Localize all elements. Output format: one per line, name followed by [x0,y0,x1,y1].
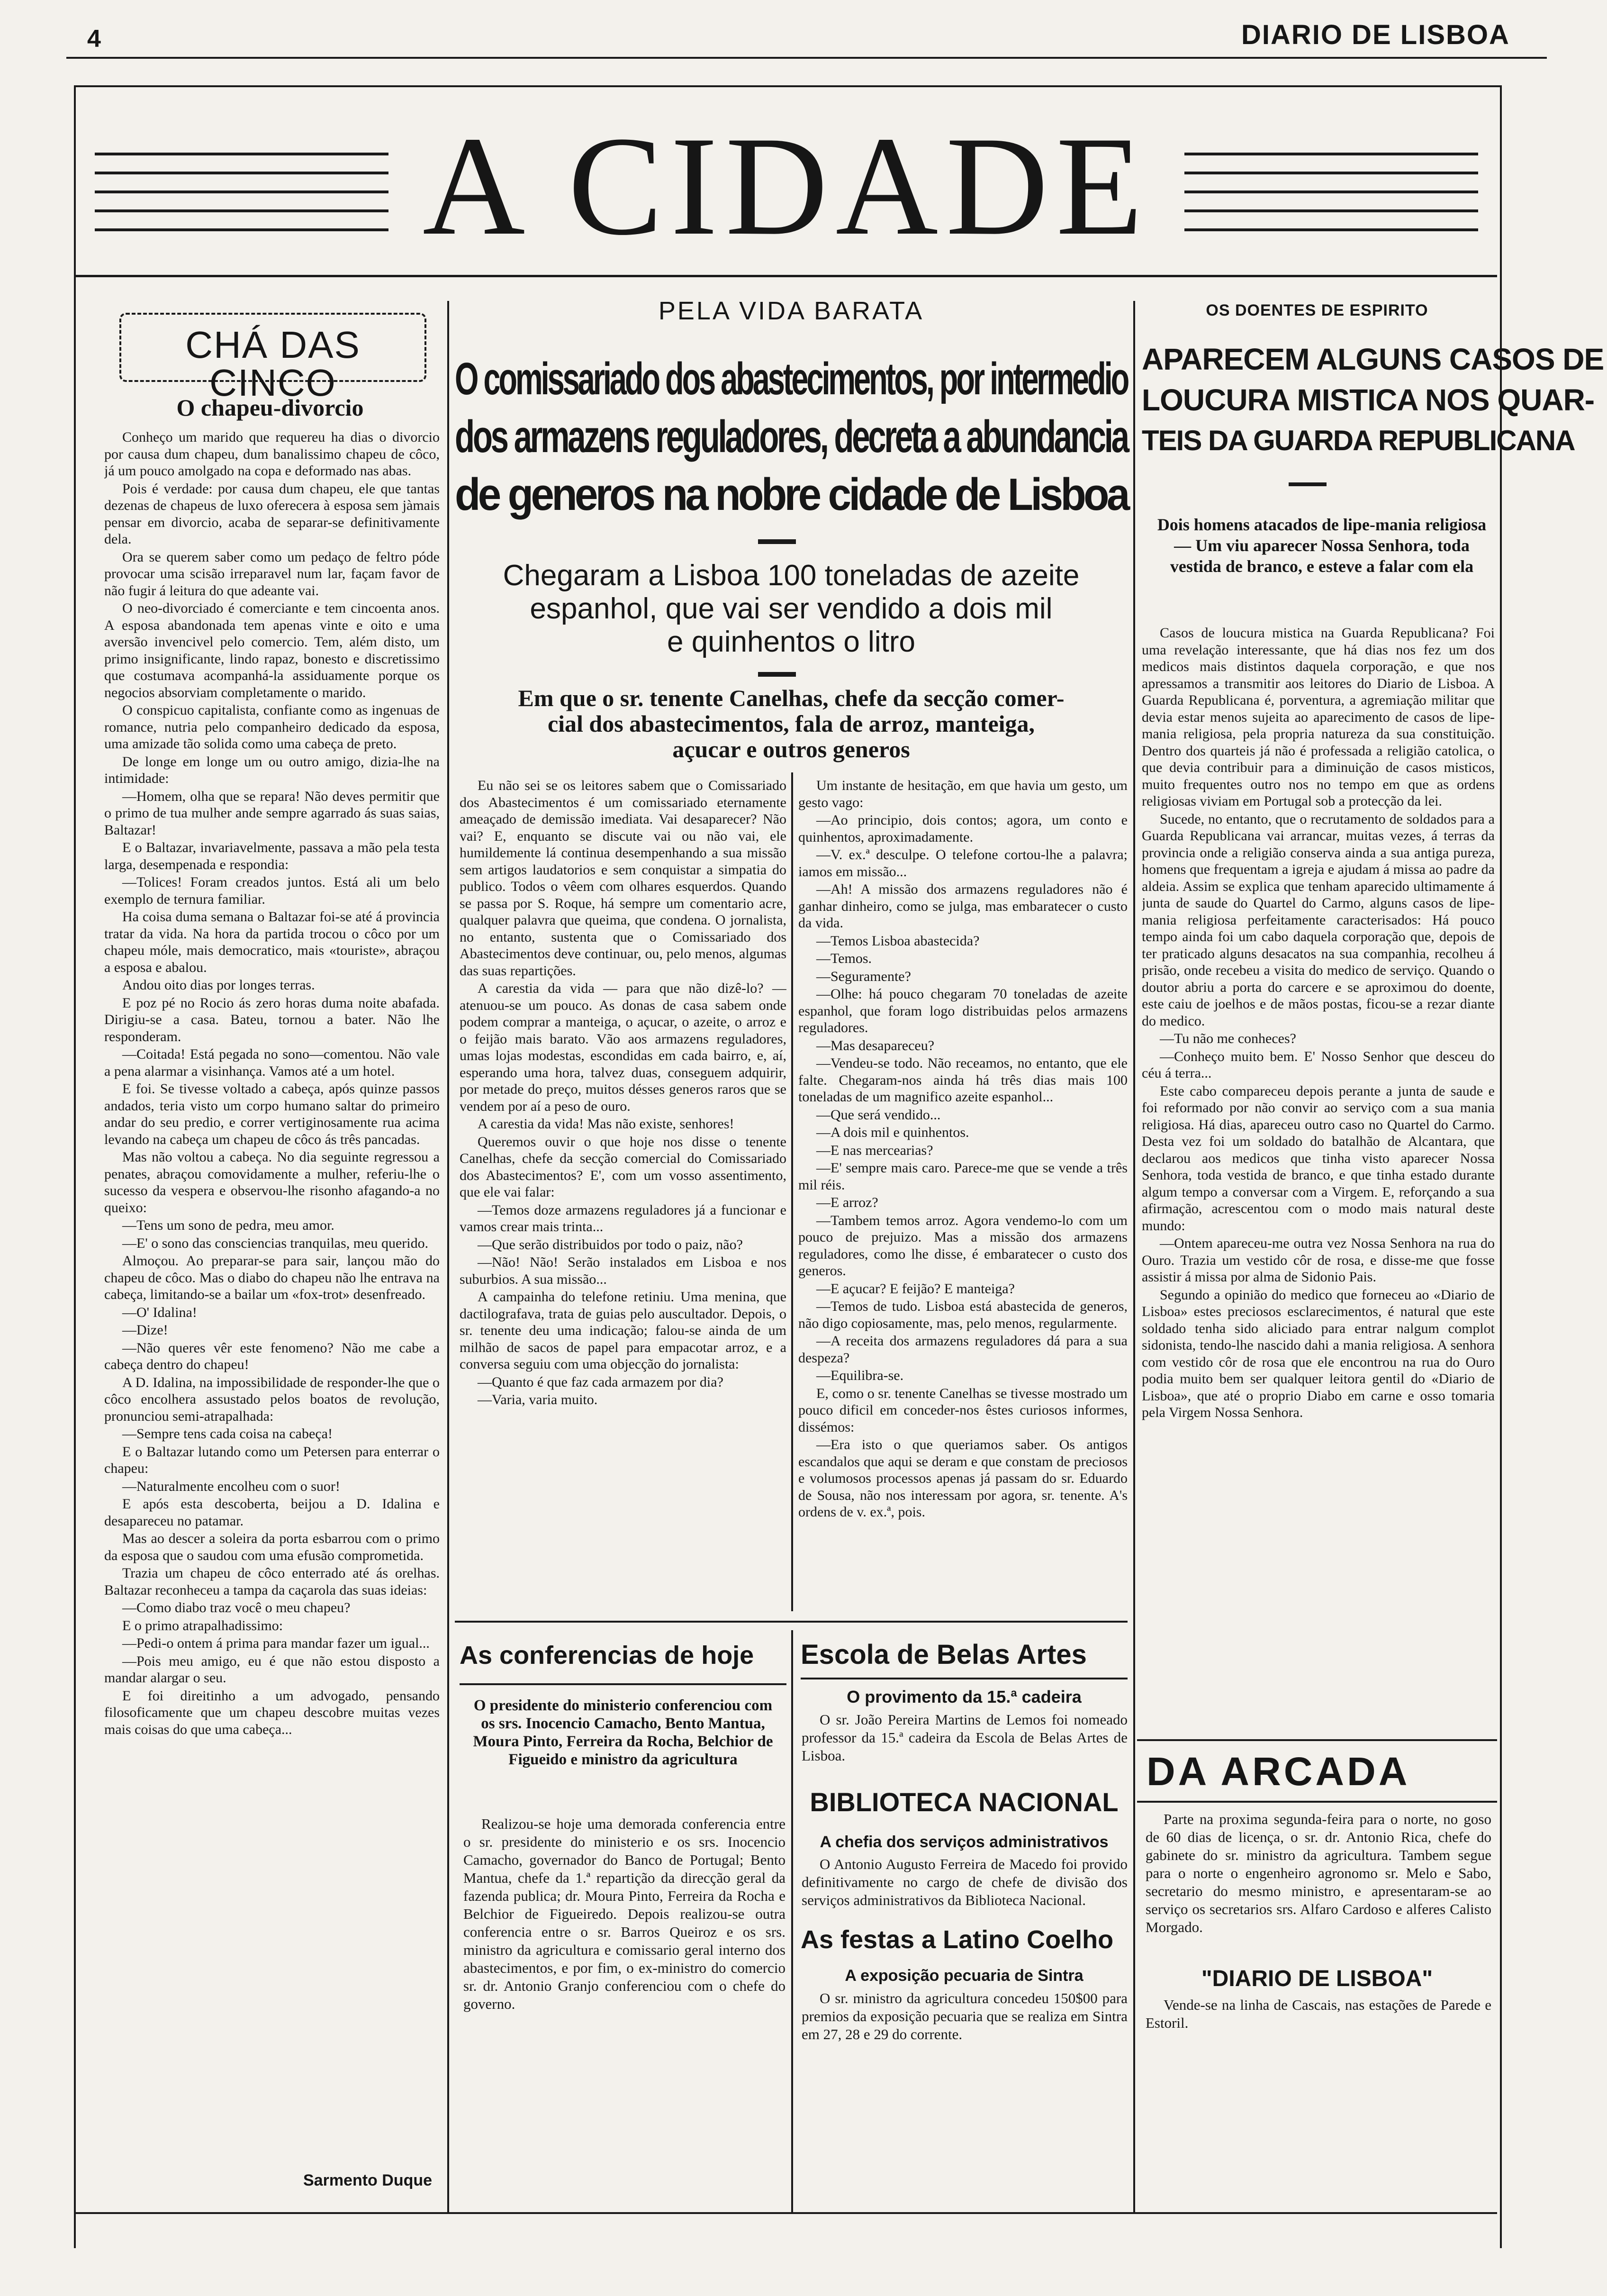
center-subhead-line: Chegaram a Lisboa 100 toneladas de azeite [503,559,1080,592]
col1-paragraph: Trazia um chapeu de côco enterrado até ás orelhas. Baltazar reconheceu a tampa da caçarola das suas ideias: [104,1565,440,1598]
festas-title: As festas a Latino Coelho [801,1925,1114,1954]
arcada-rule-bottom [1137,1801,1497,1803]
col4-paragraph: —Tu não me conheces? [1160,1031,1296,1046]
masthead-right-rules [1184,142,1478,242]
center-right-paragraph: E, como o sr. tenente Canelhas se tivesse mostrado um pouco dificil em conceder-nos êstes curiosos informes, dissémos: [798,1385,1128,1435]
festas-subhead: A exposição pecuaria de Sintra [845,1967,1083,1985]
conferencias-text: Realizou-se hoje uma demorada conferencia entre o sr. presidente do ministerio e os srs. Inocencio Camacho, governador do Banco de Portugal; Bento Mantua, chefe da 1.ª repartição da direcção geral da fazenda publica; dr. Moura Pinto, Ferreira da Rocha e Belchior de Figueiredo. Depois realizou-se outra conferencia entre o sr. Barros Queiroz e os srs. ministro da agricultura e comissario geral interno dos abastecimentos, e por fim, o ex-ministro do comercio sr. dr. Antonio Granjo conferenciou com o chefe do governo. [463,1815,785,2012]
center-subhead2-line: Em que o sr. tenente Canelhas, chefe da secção comer- [518,685,1065,711]
col1-paragraph: —Dize! [122,1322,168,1338]
column-rule-1 [447,301,449,2213]
bottom-rule [76,2212,1497,2214]
cha-das-cinco-kicker: CHÁ DAS CINCO [185,324,361,404]
belas-artes-text: O sr. João Pereira Martins de Lemos foi nomeado professor da 15.ª cadeira da Escola de Belas Artes de Lisboa. [802,1711,1128,1764]
col1-paragraph: E foi. Se tivesse voltado a cabeça, após quinze passos andados, teria visto um corpo humano saltar do primeiro andar do seu predio, e correr vertiginosamente rua acima levando na cabeça um chapeu de côco ás três pancadas. [104,1081,440,1147]
col4-paragraph: Sucede, no entanto, que o recrutamento de soldados para a Guarda Republicana vai arrancar, muitas vezes, á terras da provincia onde a religião conserva ainda a sua antiga pureza, homens que frequentam a igreja e ajudam á missa ao padre da aldeia. Assim se explica que tenham aparecido ultimamente á junta de saude do Quartel do Carmo, alguns casos de lipe-mania religiosa perfeitamente caracterisados: Há pouco tempo ainda foi um cabo daquela corporação que, depois de ter praticado alguns desacatos na sua companhia, recolheu á prisão, onde recebeu a visita do medico de serviço. Quando o doutor abriu a porta do carcere e se aproximou do doente, este caiu de joelhos e de mãos postas, ficou-se a rezar diante do medico. [1142,811,1495,1029]
col1-paragraph: E o Baltazar, invariavelmente, passava a mão pela testa larga, desempenada e respondia: [104,840,440,872]
col1-paragraph: —Naturalmente encolheu com o suor! [122,1478,340,1494]
center-left-paragraph: —Quanto é que faz cada armazem por dia? [478,1374,723,1390]
col4-paragraph: Este cabo compareceu depois perante a junta de saude e foi reformado por não convir ao serviço com a sua mania religiosa. Há dias, apareceu outro caso no Quartel do Carmo. Desta vez foi um soldado do batalhão de Alcantara, que declarou aos medicos que tinha visto aparecer Nossa Senhora, toda vestida de branco, e que tinha estado durante algum tempo a conversar com a Virgem. E, reforçando a sua afirmação, acrescentou com o modo mais natural deste mundo: [1142,1083,1495,1234]
center-left-paragraph: —Que serão distribuidos por todo o paiz, não? [478,1236,743,1252]
center-right-paragraph: —Tambem temos arroz. Agora vendemo-lo com um pouco de prejuizo. Mas a missão dos armazens reguladores, como lhe disse, é embaratecer o custo dos generos. [798,1212,1128,1279]
biblioteca-subhead: A chefia dos serviços administrativos [820,1833,1109,1851]
col1-paragraph: Conheço um marido que requereu ha dias o divorcio por causa dum chapeu, dum banalissimo chapeu de côco, já um pouco amolgado na copa e deformado nas abas. [104,429,440,479]
column-rule-3 [1133,301,1135,2213]
col4-article [1142,625,1495,1729]
col1-paragraph: E o primo atrapalhadissimo: [122,1617,283,1634]
center-right-paragraph: —A dois mil e quinhentos. [816,1125,969,1140]
col4-paragraph: —Ontem apareceu-me outra vez Nossa Senhora na rua do Ouro. Trazia um vestido côr de rosa, e disse-me que fosse assistir á missa por alma de Sidonio Pais. [1142,1235,1495,1285]
festas-text: O sr. ministro da agricultura concedeu 150$00 para premios da exposição pecuaria que se realiza em Sintra em 27, 28 e 29 do corrente. [802,1990,1128,2042]
center-headline-line: de generos na nobre cidade de Lisboa [455,469,1128,520]
center-left-paragraph: —Temos doze armazens reguladores já a funcionar e vamos crear mais trinta... [460,1202,786,1234]
belas-artes-rule [801,1678,1128,1679]
col1-paragraph: —Pois meu amigo, eu é que não estou disposto a mandar alargar o seu. [104,1653,440,1686]
col1-paragraph: Ha coisa duma semana o Baltazar foi-se até á provincia tratar da vida. Na hora da partida trocou o côco por um chapeu móle, mais democratico, mais «touriste», abraçou a esposa e abalou. [104,909,440,975]
col4-headline-line: LOUCURA MISTICA NOS QUAR- [1142,383,1595,417]
center-right-paragraph: —Seguramente? [816,968,911,984]
col1-paragraph: —Pedi-o ontem á prima para mandar fazer um igual... [122,1635,430,1651]
arcada-text: Parte na proxima segunda-feira para o norte, no goso de 60 dias de licença, o sr. dr. Antonio Rica, chefe do gabinete do sr. ministro da agricultura. Tambem segue para o norte o engenheiro agronomo sr. Melo e Sabo, secretario do mesmo ministro, e apresentaram-se ao serviço os secretarios srs. Alfaro Cardoso e alferes Calisto Morgado. [1146,1811,1491,1935]
center-right-article [798,777,1128,1611]
col1-paragraph: —E' o sono das consciencias tranquilas, meu querido. [122,1235,429,1251]
col1-paragraph: Andou oito dias por longes terras. [122,977,315,993]
col4-paragraph: Casos de loucura mistica na Guarda Republicana? Foi uma revelação interessante, que há dias nos fez um dos medicos mais distintos daquela corporação, e que nos apressamos a transmitir aos leitores do Diario de Lisboa. A Guarda Republicana é, porventura, a agremiação militar que devia estar menos sujeita ao aparecimento de casos de lipe-mania religiosa, pela propria natureza da sua constituição. Dentro dos quarteis já não é professada a religião catolica, o que devia contribuir para a diminuição de casos misticos, muito frequentes outro nos no tempo em que as ordens religiosas viviam em Portugal sob a protecção da lei. [1142,625,1495,809]
header-rule [66,57,1547,59]
center-left-paragraph: Queremos ouvir o que hoje nos disse o tenente Canelhas, chefe da secção comercial do Comissariado dos Abastecimentos? E', com um vosso assentimento, que ele vai falar: [460,1134,786,1200]
col4-headline-line: TEIS DA GUARDA REPUBLICANA [1142,425,1575,456]
dl-box-title: "DIARIO DE LISBOA" [1201,1966,1433,1991]
center-left-paragraph: A carestia da vida — para que não dizê-lo? — atenuou-se um pouco. As donas de casa sabem onde podem comprar a manteiga, o açucar, o azeite, o arroz e o feijão mais barato. Vão aos armazens reguladores, umas lojas modestas, escondidas em cada bairro, e, aí, esperando uma hora, talvez duas, conseguem adquirir, por metade do preço, muitos désses generos raros que se vendem por aí a peso de ouro. [460,980,786,1114]
center-right-paragraph: —Ah! A missão dos armazens reguladores não é ganhar dinheiro, como se julga, mas embaratecer o custo da vida. [798,881,1128,931]
center-right-paragraph: —E nas mercearias? [816,1142,933,1158]
col1-paragraph: —Coitada! Está pegada no sono—comentou. Não vale a pena alarmar a visinhança. Vamos até a um hotel. [104,1046,440,1079]
col1-paragraph: —O' Idalina! [122,1304,197,1320]
belas-artes-title: Escola de Belas Artes [801,1639,1087,1670]
center-left-paragraph: A carestia da vida! Mas não existe, senhores! [478,1116,734,1132]
col1-paragraph: Ora se querem saber como um pedaço de feltro póde provocar uma scisão irreparavel num lar, façam favor de não fugir á leitura do que adeante vai. [104,549,440,599]
masthead-left-rules [95,142,388,242]
column-rule-2b [791,1630,793,2213]
center-right-paragraph: —E açucar? E feijão? E manteiga? [816,1280,1015,1297]
col4-headline-line: APARECEM ALGUNS CASOS DE [1142,342,1604,376]
biblioteca-text: O Antonio Augusto Ferreira de Macedo foi provido definitivamente no cargo de chefe de divisão dos serviços administrativos da Biblioteca Nacional. [802,1856,1128,1908]
col1-paragraph: Pois é verdade: por causa dum chapeu, ele que tantas dezenas de chapeus de luxo oferecera à esposa sem jàmais pensar em divorcio, acaba de separar-se definitivamente dela. [104,481,440,547]
col4-paragraph: —Conheço muito bem. E' Nosso Senhor que desceu do céu á terra... [1142,1048,1495,1081]
dl-box-text: Vende-se na linha de Cascais, nas estações de Parede e Estoril. [1146,1997,1491,2031]
col1-paragraph: E após esta descoberta, beijou a D. Idalina e desapareceu no patamar. [104,1496,440,1529]
col1-paragraph: E foi direitinho a um advogado, pensando filosoficamente que um chapeu descobre muitas vezes mais coisas do que uma cabeça... [104,1688,440,1737]
center-subhead-line: e quinhentos o litro [667,626,915,658]
col4-kicker: OS DOENTES DE ESPIRITO [1206,301,1428,319]
col1-paragraph: E o Baltazar lutando como um Petersen para enterrar o chapeu: [104,1443,440,1476]
center-right-paragraph: —Que será vendido... [816,1107,941,1123]
arcada-rule-top [1137,1739,1497,1741]
center-bottom-rule [455,1621,1128,1623]
masthead-rule [76,275,1497,277]
center-right-paragraph: —Temos. [816,951,872,966]
col1-paragraph: —Não queres vêr este fenomeno? Não me cabe a cabeça dentro do chapeu! [104,1340,440,1372]
center-left-paragraph: Eu não sei se os leitores sabem que o Comissariado dos Abastecimentos é um comissariado eternamente ameaçado de demissão imediata. Vai desaparecer? Não vai? E, enquanto se discute vai ou não vai, ele humildemente lá continua desempenhando a sua missão sem artigos laudatorios e sem conquistar a simpatia do publico. Todos o vêem com olhares esquerdos. Quando se passa por S. Roque, há sempre um comentario acre, qualquer palavra que queima, que condena. O jornalista, no entanto, sustenta que o Comissariado dos Abastecimentos deve continuar, ou, pelo menos, algumas das suas repartições. [460,778,786,979]
center-right-paragraph: —Olhe: há pouco chegaram 70 toneladas de azeite espanhol, que foram logo distribuidas pelos armazens reguladores. [798,986,1128,1035]
masthead-title: A CIDADE [422,107,1151,264]
col1-signature: Sarmento Duque [303,2171,433,2189]
page-number: 4 [87,25,101,53]
col1-paragraph: O neo-divorciado é comerciante e tem cincoenta anos. A esposa abandonada tem apenas vinte e oito e uma aversão invencivel pelo comercio. Tem, além disto, um primo insignificante, lindo rapaz, bonesto e discretissimo que costumava acompanhá-la assiduamente porque os negocios absorviam completamente o marido. [104,600,440,700]
newspaper-name: DIARIO DE LISBOA [1241,19,1510,50]
biblioteca-title: BIBLIOTECA NACIONAL [810,1787,1119,1817]
center-left-paragraph: —Varia, varia muito. [478,1392,598,1407]
center-subhead-line: espanhol, que vai ser vendido a dois mil [530,592,1053,625]
center-right-paragraph: —Temos Lisboa abastecida? [816,933,980,949]
center-left-article [460,777,786,1611]
conferencias-subhead: O presidente do ministerio conferenciou com os srs. Inocencio Camacho, Bento Mantua, Moura Pinto, Ferreira da Rocha, Belchior de Figueido e ministro da agricultura [473,1697,773,1768]
col1-paragraph: —Tolices! Foram creados juntos. Está ali um belo exemplo de ternura familiar. [104,874,440,907]
center-subhead2-line: cial dos abastecimentos, fala de arroz, manteiga, [547,710,1035,737]
center-left-paragraph: —Não! Não! Serão instalados em Lisboa e nos suburbios. A sua missão... [460,1254,786,1287]
center-right-paragraph: —Era isto o que queriamos saber. Os antigos escandalos que aqui se deram e que constam de preciosos e volumosos processos apenas já passam do sr. Eduardo de Sousa, não nos interessam por agora, sr. tenente. A's ordens de v. ex.ª, pois. [798,1437,1128,1520]
col1-paragraph: Almoçou. Ao preparar-se para sair, lançou mão do chapeu de côco. Mas o diabo do chapeu não lhe entrava na cabeça, limitando-se a bailar um «fox-trot» desenfreado. [104,1253,440,1302]
col4-subhead: Dois homens atacados de lipe-mania religiosa — Um viu aparecer Nossa Senhora, toda vestida de branco, e esteve a falar com ela [1157,515,1487,576]
col1-paragraph: O conspicuo capitalista, confiante como as ingenuas de romance, nutria pelo companheiro dedicado da esposa, uma amizade tão solida como uma cabeça de preto. [104,702,440,752]
center-right-paragraph: Um instante de hesitação, em que havia um gesto, um gesto vago: [798,778,1128,810]
center-divider [758,539,796,544]
center-right-paragraph: —Vendeu-se todo. Não receamos, no entanto, que ele falte. Chegaram-nos ainda há três dias mais 100 toneladas de um magnifico azeite espanhol... [798,1055,1128,1105]
center-right-paragraph: —Mas desapareceu? [816,1037,935,1053]
col1-article [104,429,440,2154]
col4-divider [1289,482,1327,486]
arcada-title: DA ARCADA [1147,1749,1410,1794]
col1-paragraph: —Tens um sono de pedra, meu amor. [122,1217,334,1233]
center-headline-line: dos armazens reguladores, decreta a abundancia [455,411,1128,462]
center-right-paragraph: —E' sempre mais caro. Parece-me que se vende a três mil réis. [798,1160,1128,1193]
center-divider [758,672,796,677]
col1-paragraph: E poz pé no Rocio ás zero horas duma noite abafada. Dirigiu-se a casa. Bateu, tornou a bater. Não lhe responderam. [104,995,440,1044]
center-right-paragraph: —V. ex.ª desculpe. O telefone cortou-lhe a palavra; iamos em missão... [798,847,1128,880]
center-right-paragraph: —E arroz? [816,1195,878,1210]
center-right-paragraph: —A receita dos armazens reguladores dá para a sua despeza? [798,1333,1128,1366]
conferencias-title: As conferencias de hoje [460,1641,754,1670]
column-rule-2 [791,772,793,1611]
col1-paragraph: —Sempre tens cada coisa na cabeça! [122,1426,333,1442]
conferencias-rule [460,1683,786,1685]
belas-artes-subhead: O provimento da 15.ª cadeira [847,1687,1082,1706]
col1-paragraph: Mas ao descer a soleira da porta esbarrou com o primo da esposa que o saudou com uma efusão comprometida. [104,1531,440,1563]
center-right-paragraph: —Equilibra-se. [816,1368,904,1383]
center-left-paragraph: A campainha do telefone retiniu. Uma menina, que dactilografava, trata de guias pelo auscultador. Depois, o sr. tenente deu uma indicação; falou-se ainda de um milhão de sacos de papel para empacotar arroz, e a conversa seguiu com uma objecção do jornalista: [460,1289,786,1372]
col1-paragraph: —Homem, olha que se repara! Não deves permitir que o primo de tua mulher ande sempre agarrado ás suas saias, Baltazar! [104,788,440,838]
col4-paragraph: Segundo a opinião do medico que forneceu ao «Diario de Lisboa» estes preciosos esclarecimentos, é natural que este soldado tenha sido aliciado para entrar nalgum complot sidonista, tendo-lhe nascido dahi a mania religiosa. A senhora com vestido côr de rosa que ele encontrou na rua do Ouro podia muito bem ser qualquer leitora gentil do «Diario de Lisboa», que até o proprio Diabo em carne e osso tomaria pela Virgem Nossa Senhora. [1142,1287,1495,1420]
center-headline-line: O comissariado dos abastecimentos, por intermedio [455,354,1128,404]
center-kicker: PELA VIDA BARATA [658,297,924,325]
center-right-paragraph: —Ao principio, dois contos; agora, um conto e quinhentos, aproximadamente. [798,812,1128,845]
col1-paragraph: Mas não voltou a cabeça. No dia seguinte regressou a penates, abraçou comovidamente a mulher, referiu-lhe o sucesso da vespera e observou-lhe risonho afagando-a no queixo: [104,1149,440,1216]
col1-paragraph: —Como diabo traz você o meu chapeu? [122,1600,351,1615]
col1-paragraph: De longe em longe um ou outro amigo, dizia-lhe na intimidade: [104,753,440,786]
col1-headline: O chapeu-divorcio [176,394,364,421]
center-subhead2-line: açucar e outros generos [672,736,910,762]
col1-paragraph: A D. Idalina, na impossibilidade de responder-lhe que o côco encolhera assustado pelos boatos de revolução, pronunciou semi-atrapalhada: [104,1374,440,1424]
center-right-paragraph: —Temos de tudo. Lisboa está abastecida de generos, não digo copiosamente, mas, pelo menos, regularmente. [798,1298,1128,1331]
